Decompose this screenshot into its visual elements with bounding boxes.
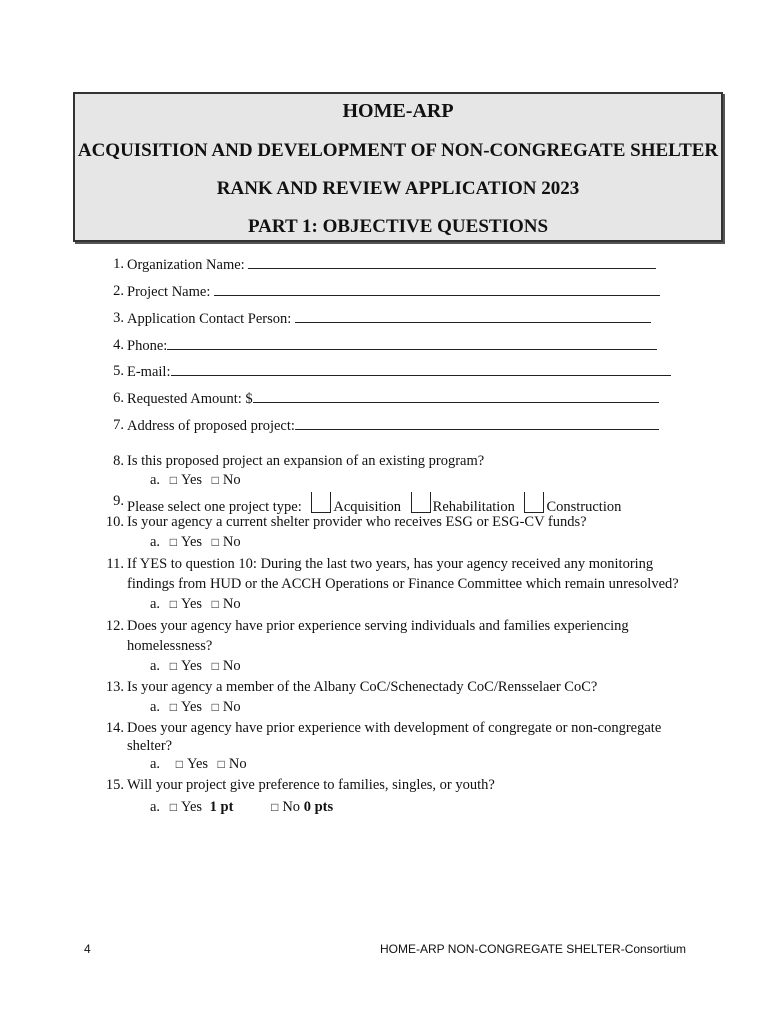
organization-name-blank[interactable]	[248, 255, 656, 269]
answer-8: a. □ Yes □ No	[150, 472, 241, 488]
field-label: Phone:	[127, 338, 168, 354]
form-title: ACQUISITION AND DEVELOPMENT OF NON-CONGREGATE SHELTER	[77, 140, 719, 161]
no-checkbox[interactable]: □	[211, 535, 219, 549]
construction-checkbox[interactable]	[524, 492, 544, 513]
project-name-blank[interactable]	[214, 282, 660, 296]
no-checkbox[interactable]: □	[211, 700, 219, 714]
form-header	[73, 92, 723, 242]
address-blank[interactable]	[295, 416, 659, 430]
yes-checkbox[interactable]: □	[169, 800, 177, 814]
field-label: Application Contact Person:	[127, 311, 295, 327]
no-points: 0 pts	[303, 799, 334, 815]
phone-blank[interactable]	[167, 336, 657, 350]
page-number: 4	[84, 942, 91, 956]
requested-amount-blank[interactable]	[253, 389, 659, 403]
form-subtitle: RANK AND REVIEW APPLICATION 2023	[216, 178, 580, 199]
yes-checkbox[interactable]: □	[169, 597, 177, 611]
field-label: Project Name:	[127, 284, 214, 300]
contact-person-blank[interactable]	[295, 309, 651, 323]
yes-checkbox[interactable]: □	[169, 700, 177, 714]
email-blank[interactable]	[171, 362, 671, 376]
field-label: Organization Name:	[127, 257, 249, 273]
field-label: Address of proposed project:	[127, 418, 295, 434]
part-title: PART 1: OBJECTIVE QUESTIONS	[247, 216, 549, 237]
yes-points: 1 pt	[209, 799, 234, 815]
no-checkbox[interactable]: □	[211, 597, 219, 611]
program-title: HOME-ARP	[342, 100, 454, 122]
footer-title: HOME-ARP NON-CONGREGATE SHELTER-Consortium	[380, 942, 687, 956]
yes-checkbox[interactable]: □	[169, 473, 177, 487]
answer-10: a. □ Yes □ No	[150, 534, 241, 550]
answer-12: a. □ Yes □ No	[150, 658, 241, 674]
yes-checkbox[interactable]: □	[169, 535, 177, 549]
rehabilitation-checkbox[interactable]	[411, 492, 431, 513]
no-checkbox[interactable]: □	[217, 757, 225, 771]
no-checkbox[interactable]: □	[271, 800, 279, 814]
no-checkbox[interactable]: □	[211, 659, 219, 673]
yes-checkbox[interactable]: □	[169, 659, 177, 673]
no-checkbox[interactable]: □	[211, 473, 219, 487]
acquisition-checkbox[interactable]	[311, 492, 331, 513]
field-label: E-mail:	[127, 364, 171, 380]
answer-11: a. □ Yes □ No	[150, 596, 241, 612]
answer-14: a. □ Yes □ No	[150, 756, 247, 772]
answer-15: a. □ Yes 1 pt □ No 0 pts	[150, 799, 334, 815]
answer-13: a. □ Yes □ No	[150, 699, 241, 715]
field-label: Requested Amount: $	[127, 391, 253, 407]
yes-checkbox[interactable]: □	[175, 757, 183, 771]
